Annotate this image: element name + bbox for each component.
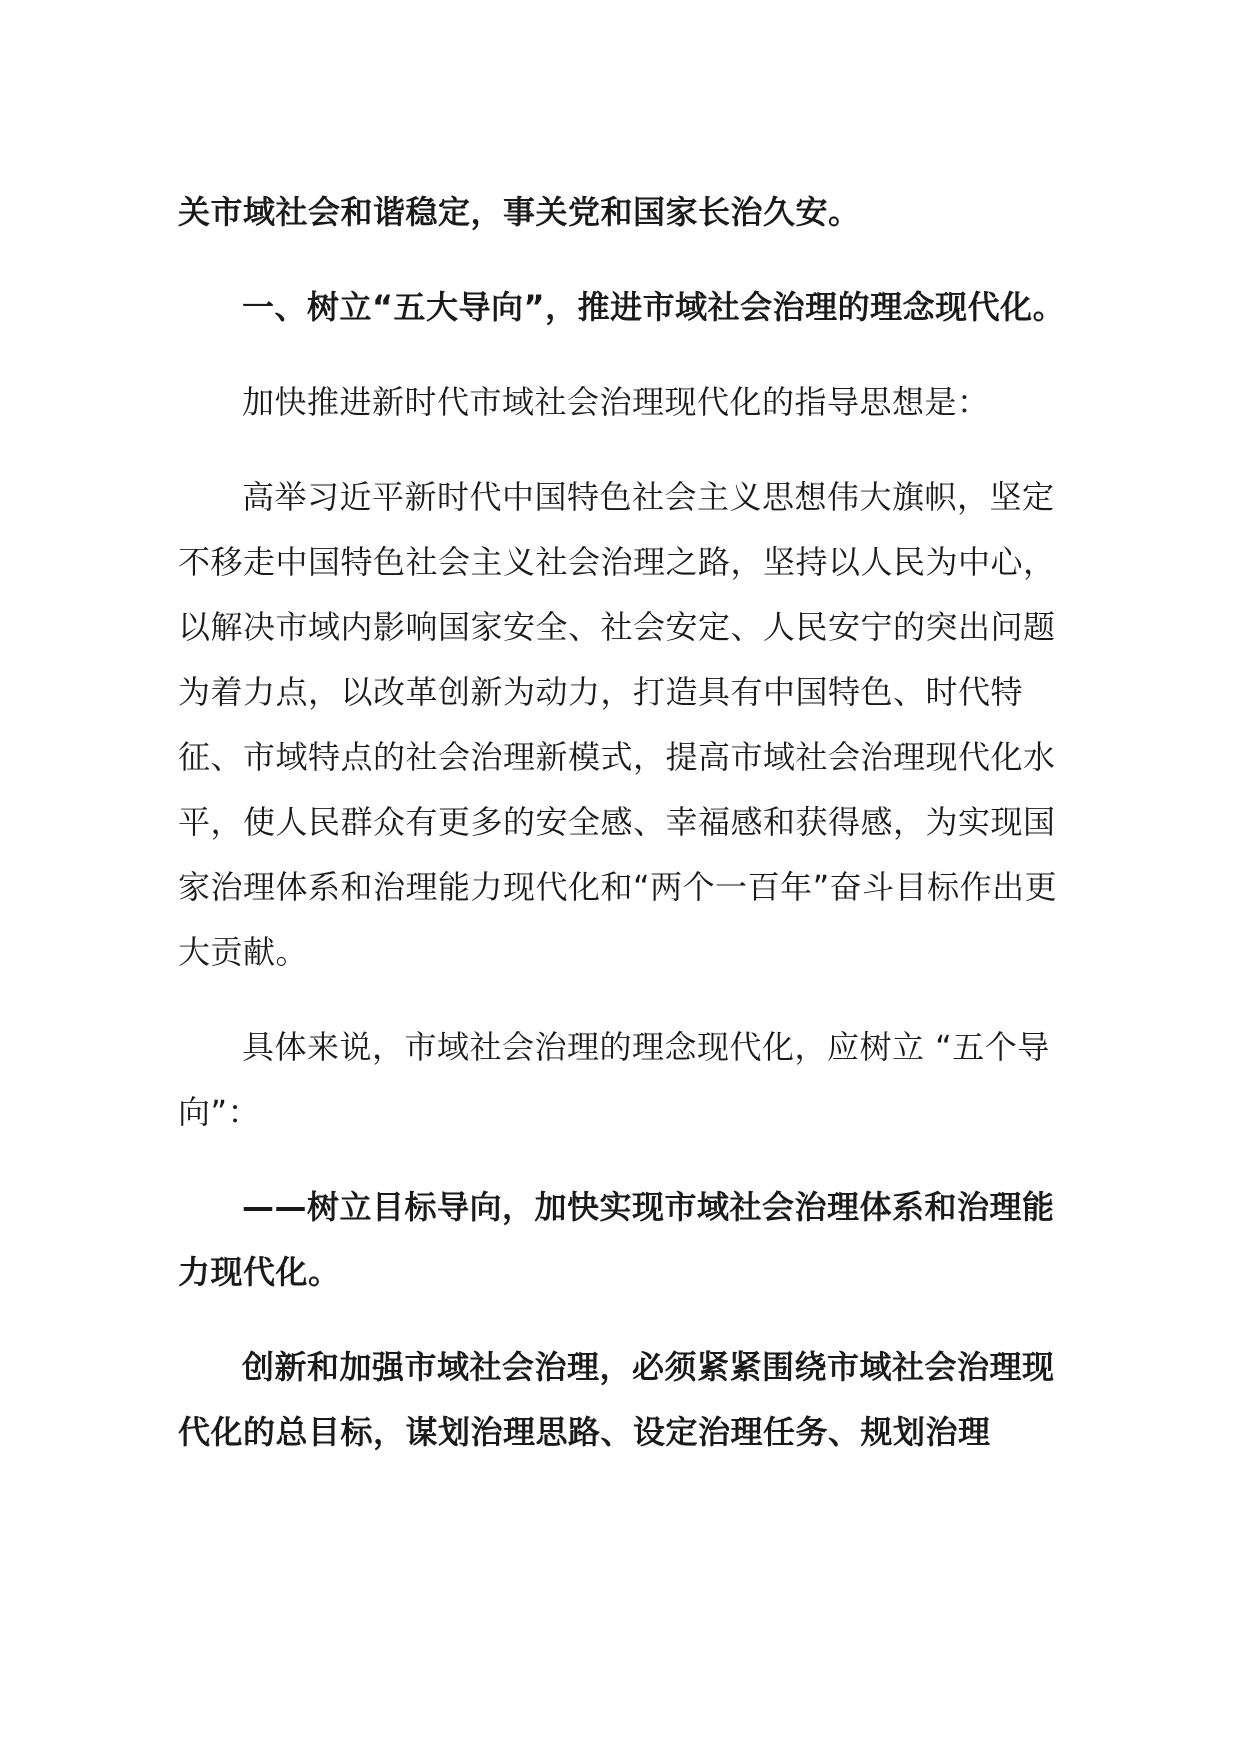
paragraph-continuation: 关市域社会和谐稳定，事关党和国家长治久安。 [178,193,861,231]
paragraph-guiding-thought: 高举习近平新时代中国特色社会主义思想伟大旗帜，坚定不移走中国特色社会主义社会治理之路，坚持以人民为中心，以解决市域内影响国家安全、社会安定、人民安宁的突出问题为着力点，以改革创新为动力，打造具有中国特色、时代特征、市域特点的社会治理新模式，提高市域社会治理现代化水平，使人民群众有更多的安全感、幸福感和获得感，为实现国家治理体系和治理能力现代化和“两个一百年”奋斗目标作出更大贡献。 [178,478,1058,971]
document-body [178,180,1078,1495]
subheading-goal-orientation: ——树立目标导向，加快实现市域社会治理体系和治理能力现代化。 [178,1188,1055,1291]
paragraph-innovation: 创新和加强市域社会治理，必须紧紧围绕市域社会治理现代化的总目标，谋划治理思路、设定治理任务、规划治理 [178,1348,1055,1451]
paragraph-intro: 加快推进新时代市域社会治理现代化的指导思想是： [242,383,990,421]
section-heading: 一、树立“五大导向”，推进市域社会治理的理念现代化。 [242,288,1066,326]
paragraph-five-orientations: 具体来说，市域社会治理的理念现代化，应树立 “五个导向”： [178,1028,1050,1131]
